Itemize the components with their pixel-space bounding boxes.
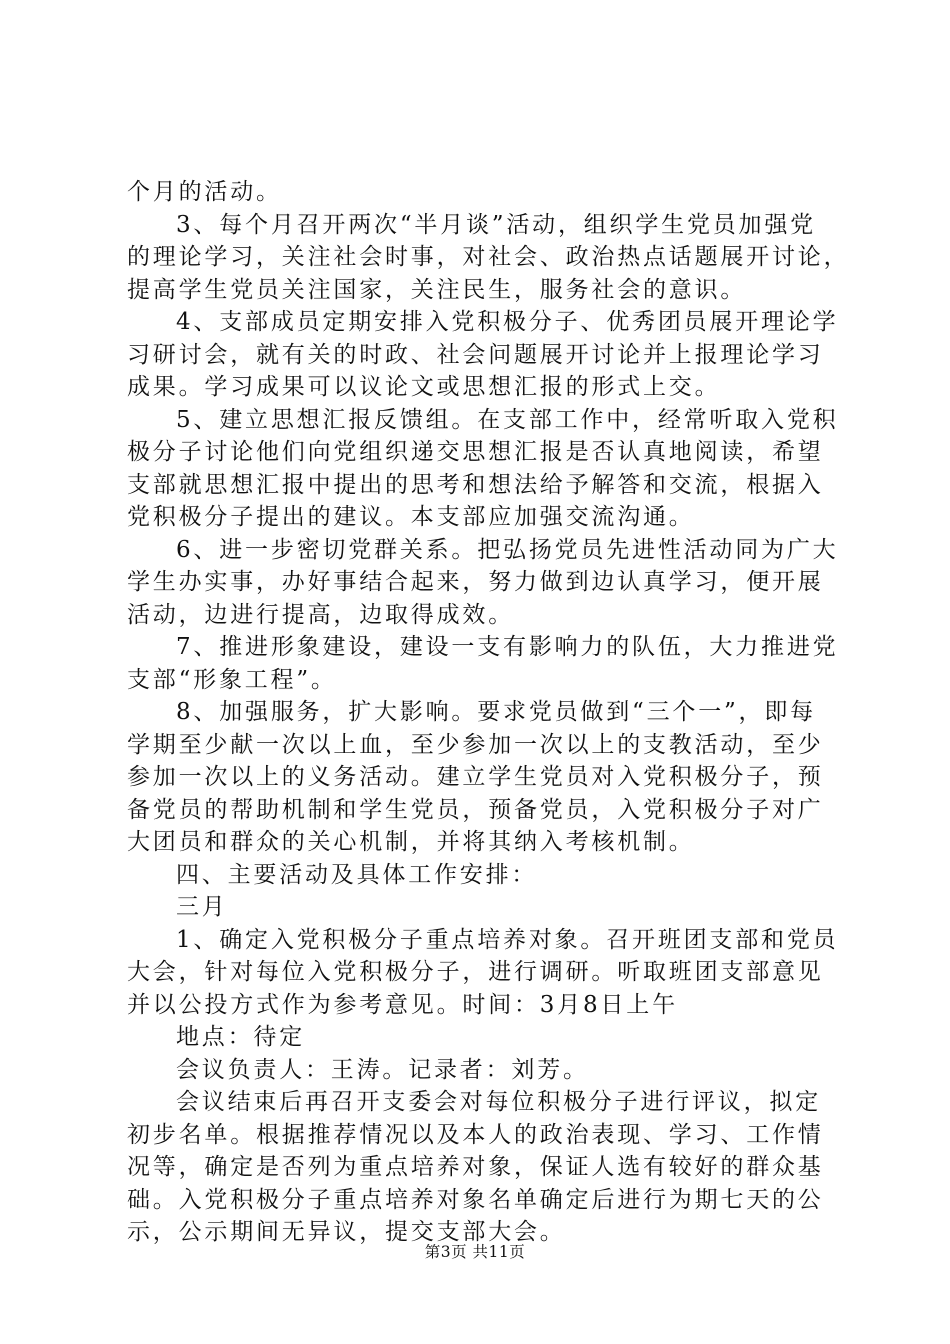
section-heading: 四、主要活动及具体工作安排：	[176, 861, 538, 888]
text-line: 成果。学习成果可以议论文或思想汇报的形式上交。	[127, 374, 721, 400]
text-line: 示，公示期间无异议，提交支部大会。	[127, 1219, 566, 1245]
paragraph-start-line: 会议结束后再召开支委会对每位积极分子进行评议，拟定	[176, 1089, 821, 1115]
text-line: 并以公投方式作为参考意见。时间：3月8日上午	[127, 991, 678, 1018]
text-line: 支部“形象工程”。	[127, 666, 337, 693]
month-heading: 三月	[176, 894, 228, 920]
text-line: 学期至少献一次以上血，至少参加一次以上的支教活动，至少	[127, 731, 824, 758]
text-line: 习研讨会，就有关的时政、社会问题展开讨论并上报理论学习	[127, 341, 824, 368]
text-line: 提高学生党员关注国家，关注民生，服务社会的意识。	[127, 276, 747, 303]
text-line: 大团员和群众的关心机制，并将其纳入考核机制。	[127, 829, 695, 855]
text-line: 党积极分子提出的建议。本支部应加强交流沟通。	[127, 504, 695, 530]
location-line: 地点：待定	[176, 1024, 305, 1050]
text-line: 极分子讨论他们向党组织递交思想汇报是否认真地阅读，希望	[127, 439, 824, 465]
text-line: 活动，边进行提高，边取得成效。	[127, 601, 514, 628]
paragraph-start-line: 5、建立思想汇报反馈组。在支部工作中，经常听取入党积	[176, 406, 839, 433]
text-line: 个月的活动。	[127, 179, 282, 205]
text-line: 础。入党积极分子重点培养对象名单确定后进行为期七天的公	[127, 1186, 824, 1213]
text-line: 支部就思想汇报中提出的思考和想法给予解答和交流，根据入	[127, 471, 824, 498]
page-number-footer: 第3页 共11页	[424, 1243, 526, 1261]
text-line: 的理论学习，关注社会时事，对社会、政治热点话题展开讨论，	[127, 244, 850, 270]
text-line: 大会，针对每位入党积极分子，进行调研。听取班团支部意见	[127, 959, 824, 985]
paragraph-start-line: 6、进一步密切党群关系。把弘扬党员先进性活动同为广大	[176, 536, 839, 563]
paragraph-start-line: 7、推进形象建设，建设一支有影响力的队伍，大力推进党	[176, 634, 839, 660]
text-line: 况等，确定是否列为重点培养对象，保证人选有较好的群众基	[127, 1154, 824, 1180]
responsible-line: 会议负责人：王涛。记录者：刘芳。	[176, 1056, 589, 1083]
paragraph-start-line: 8、加强服务，扩大影响。要求党员做到“三个一”，即每	[176, 699, 816, 725]
text-line: 学生办实事，办好事结合起来，努力做到边认真学习，便开展	[127, 569, 824, 595]
text-line: 参加一次以上的义务活动。建立学生党员对入党积极分子，预	[127, 764, 824, 790]
paragraph-start-line: 4、支部成员定期安排入党积极分子、优秀团员展开理论学	[176, 309, 839, 335]
text-line: 备党员的帮助机制和学生党员，预备党员，入党积极分子对广	[127, 796, 824, 823]
paragraph-start-line: 3、每个月召开两次“半月谈”活动，组织学生党员加强党	[176, 211, 816, 238]
document-body	[127, 176, 850, 1249]
paragraph-start-line: 1、确定入党积极分子重点培养对象。召开班团支部和党员	[176, 926, 839, 953]
text-line: 初步名单。根据推荐情况以及本人的政治表现、学习、工作情	[127, 1121, 824, 1148]
